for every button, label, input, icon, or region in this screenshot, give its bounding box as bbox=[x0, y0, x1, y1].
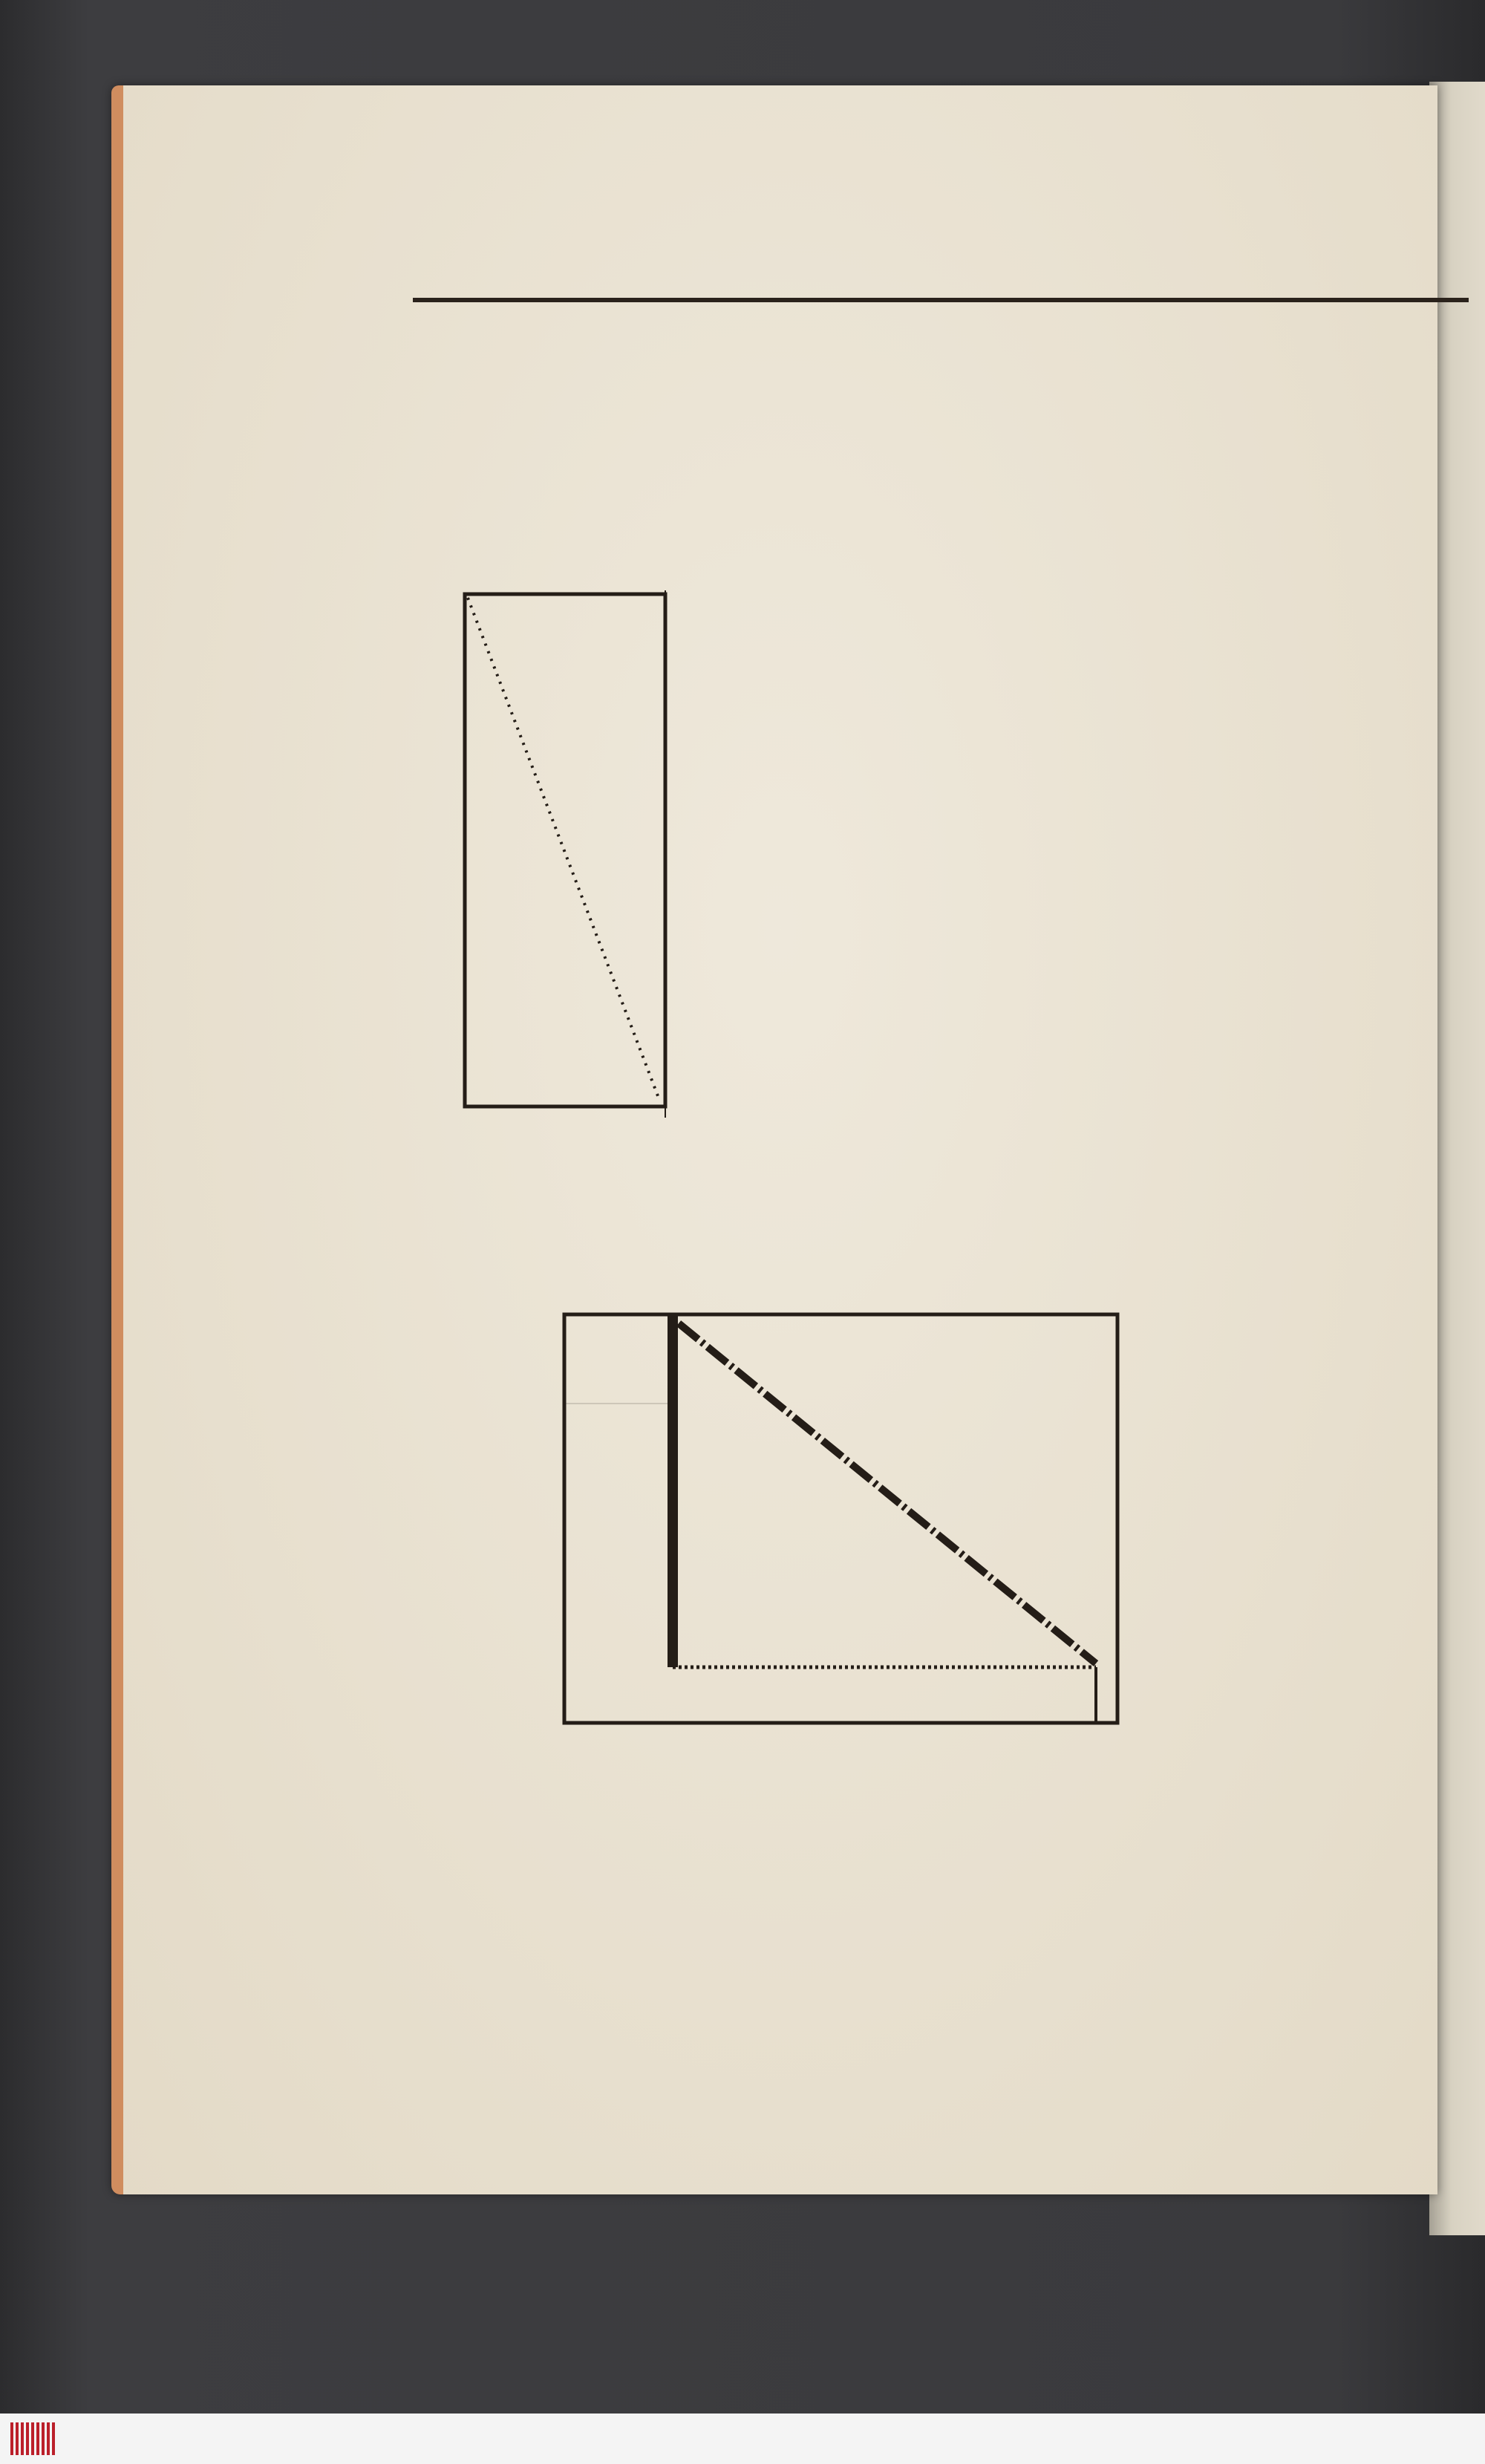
figure-tower-distance bbox=[554, 1300, 1133, 1845]
facing-page-edge bbox=[1429, 82, 1485, 2235]
paragraph-depth-intro bbox=[411, 349, 1469, 352]
page-paper bbox=[123, 85, 1437, 2194]
hab-logo-icon bbox=[10, 2422, 62, 2455]
book-page bbox=[111, 85, 1437, 2194]
paragraph-distance bbox=[402, 1152, 1469, 1155]
figure-well-depth bbox=[435, 486, 732, 1150]
viewer-footer bbox=[0, 2414, 1485, 2464]
header-rule bbox=[413, 298, 1469, 302]
